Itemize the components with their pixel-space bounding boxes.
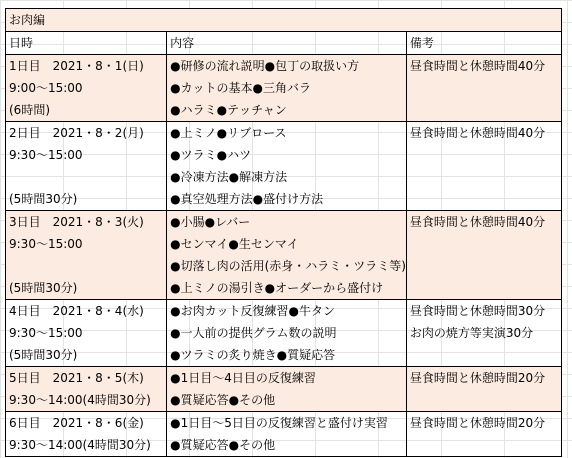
date-cell[interactable]: 9:30～15:00	[6, 322, 167, 344]
date-cell[interactable]: 6日目 2021・8・6(金)	[6, 412, 167, 435]
notes-cell[interactable]	[406, 166, 561, 188]
content-cell[interactable]: ●上ミノの湯引き●オーダーから盛付け	[167, 277, 407, 300]
content-cell[interactable]: ●一人前の提供グラム数の説明	[167, 322, 407, 344]
content-cell[interactable]: ●カットの基本●三角バラ	[167, 77, 407, 99]
date-cell[interactable]	[6, 255, 167, 277]
content-cell[interactable]: ●冷凍方法●解凍方法	[167, 166, 407, 188]
table-row	[6, 188, 562, 211]
notes-cell[interactable]	[406, 434, 561, 457]
notes-cell[interactable]	[406, 99, 561, 122]
table-title[interactable]: お肉編	[6, 9, 562, 32]
content-cell[interactable]: ●研修の流れ説明●包丁の取扱い方	[167, 55, 407, 78]
notes-cell[interactable]: 昼食時間と休憩時間20分	[406, 367, 561, 390]
date-cell[interactable]: (5時間30分)	[6, 277, 167, 300]
notes-cell[interactable]: 昼食時間と休憩時間40分	[406, 122, 561, 145]
notes-cell[interactable]: 昼食時間と休憩時間30分	[406, 300, 561, 323]
content-cell[interactable]: ●質疑応答●その他	[167, 434, 407, 457]
table-row	[6, 322, 562, 344]
header-date[interactable]: 日時	[6, 32, 167, 55]
table-row	[6, 122, 562, 145]
date-cell[interactable]: 2日目 2021・8・2(月)	[6, 122, 167, 145]
table-row	[6, 211, 562, 234]
notes-cell[interactable]: 昼食時間と休憩時間40分	[406, 211, 561, 234]
notes-cell[interactable]	[406, 77, 561, 99]
content-cell[interactable]: ●センマイ●生センマイ	[167, 233, 407, 255]
date-cell[interactable]: 9:30～15:00	[6, 144, 167, 166]
date-cell[interactable]: (6時間)	[6, 99, 167, 122]
date-cell[interactable]: 9:00～15:00	[6, 77, 167, 99]
table-row	[6, 367, 562, 390]
content-cell[interactable]: ●上ミノ●リブロース	[167, 122, 407, 145]
date-cell[interactable]: 9:30～15:00	[6, 233, 167, 255]
date-cell[interactable]: 3日目 2021・8・3(火)	[6, 211, 167, 234]
notes-cell[interactable]	[406, 277, 561, 300]
notes-cell[interactable]	[406, 188, 561, 211]
date-cell[interactable]: 5日目 2021・8・5(木)	[6, 367, 167, 390]
notes-cell[interactable]	[406, 389, 561, 412]
date-cell[interactable]: 1日目 2021・8・1(日)	[6, 55, 167, 78]
date-cell[interactable]: 4日目 2021・8・4(水)	[6, 300, 167, 323]
table-row	[6, 434, 562, 457]
content-cell[interactable]: ●切落し肉の活用(赤身・ハラミ・ツラミ等)	[167, 255, 407, 277]
content-cell[interactable]: ●小腸●レバー	[167, 211, 407, 234]
content-cell[interactable]: ●1日目～4日目の反復練習	[167, 367, 407, 390]
table-row	[6, 55, 562, 78]
notes-cell[interactable]	[406, 144, 561, 166]
table-row	[6, 389, 562, 412]
table-row	[6, 144, 562, 166]
header-row	[6, 32, 562, 55]
notes-cell[interactable]: お肉の焼方等実演30分	[406, 322, 561, 344]
header-notes[interactable]: 備考	[406, 32, 561, 55]
table-row	[6, 255, 562, 277]
date-cell[interactable]: (5時間30分)	[6, 344, 167, 367]
table-row	[6, 77, 562, 99]
table-row	[6, 233, 562, 255]
table-row	[6, 166, 562, 188]
date-cell[interactable]: 9:30～14:00(4時間30分)	[6, 434, 167, 457]
notes-cell[interactable]	[406, 344, 561, 367]
content-cell[interactable]: ●ツラミ●ハツ	[167, 144, 407, 166]
date-cell[interactable]	[6, 166, 167, 188]
content-cell[interactable]: ●質疑応答●その他	[167, 389, 407, 412]
notes-cell[interactable]: 昼食時間と休憩時間20分	[406, 412, 561, 435]
table-row	[6, 412, 562, 435]
notes-cell[interactable]	[406, 255, 561, 277]
date-cell[interactable]: (5時間30分)	[6, 188, 167, 211]
table-row	[6, 99, 562, 122]
content-cell[interactable]: ●ハラミ●テッチャン	[167, 99, 407, 122]
content-cell[interactable]: ●ツラミの炙り焼き●質疑応答	[167, 344, 407, 367]
notes-cell[interactable]	[406, 233, 561, 255]
content-cell[interactable]: ●1日目～5日目の反復練習と盛付け実習	[167, 412, 407, 435]
title-row	[6, 9, 562, 32]
table-row	[6, 300, 562, 323]
content-cell[interactable]: ●真空処理方法●盛付け方法	[167, 188, 407, 211]
header-content[interactable]: 内容	[167, 32, 407, 55]
schedule-table	[5, 8, 562, 457]
notes-cell[interactable]: 昼食時間と休憩時間40分	[406, 55, 561, 78]
table-row	[6, 277, 562, 300]
table-row	[6, 344, 562, 367]
date-cell[interactable]: 9:30～14:00(4時間30分)	[6, 389, 167, 412]
content-cell[interactable]: ●お肉カット反復練習●牛タン	[167, 300, 407, 323]
